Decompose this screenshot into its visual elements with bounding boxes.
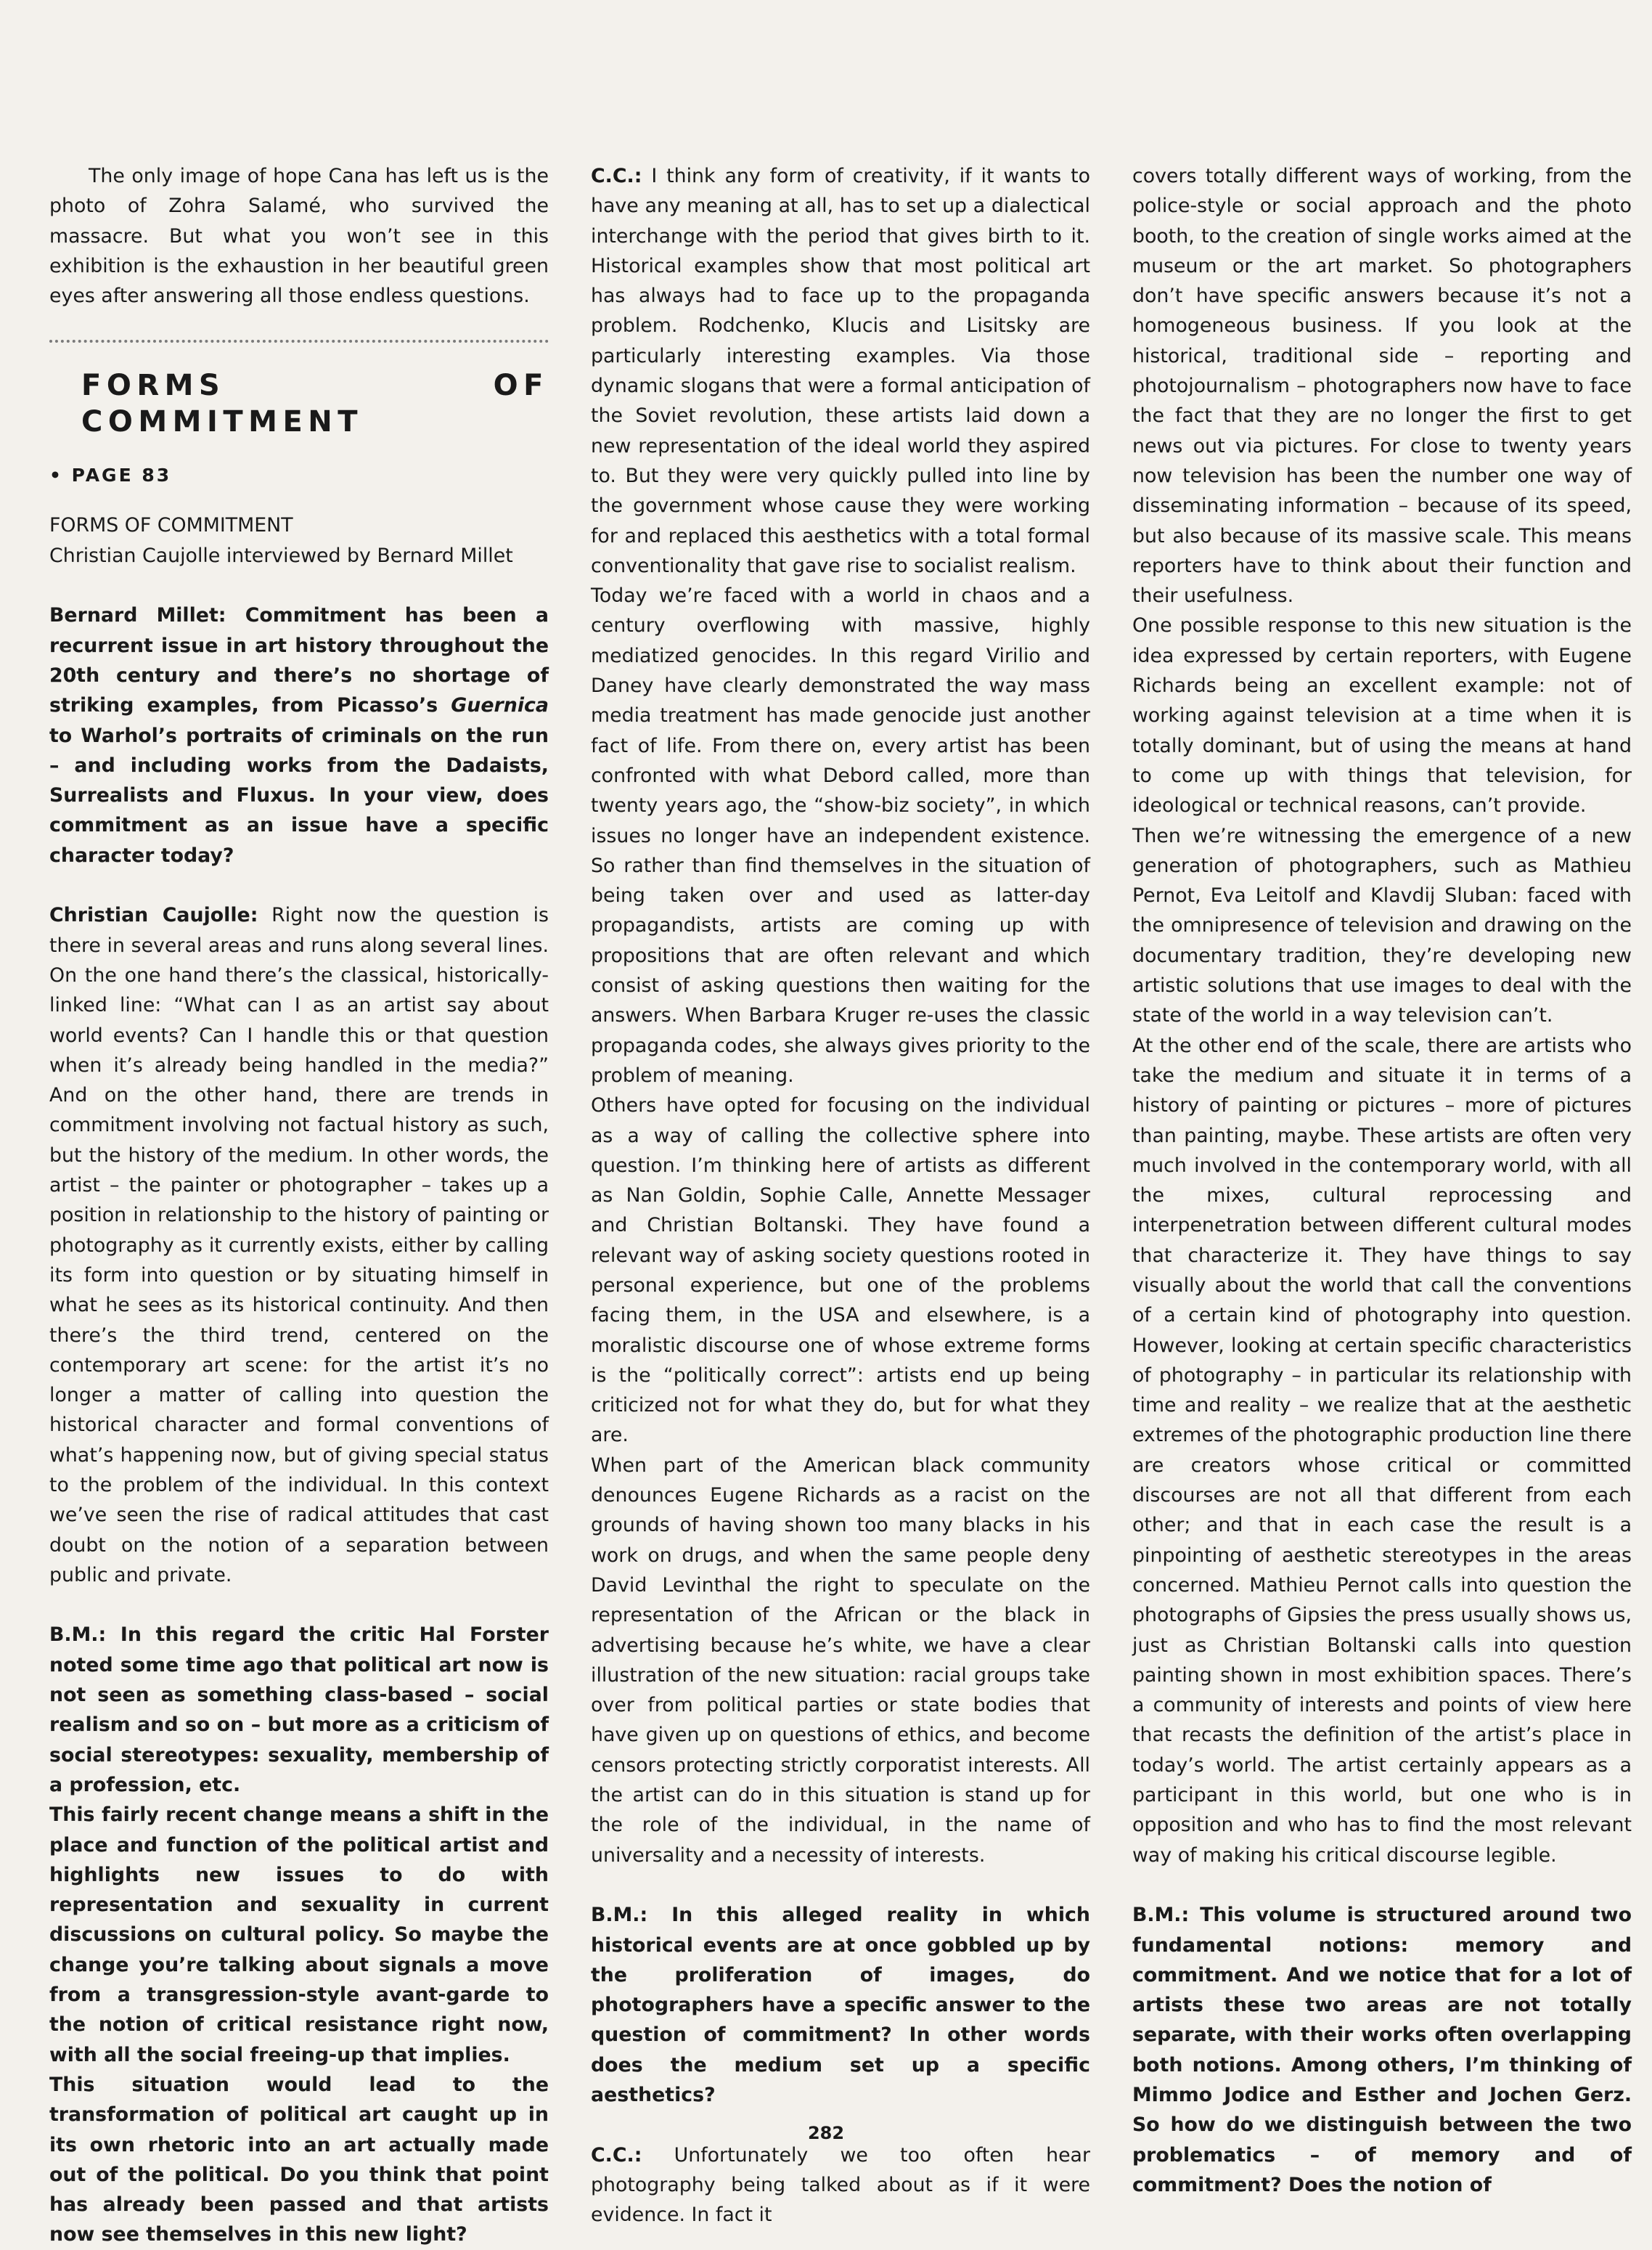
question-2-final: This situation would lead to the transformation of political art caught up in its own rhetoric into an art actually made out of the political. Do you think that point has already been passed and that artists now see themselves in this new light?	[49, 2073, 549, 2246]
page-number: 282	[807, 2123, 845, 2143]
answer-3	[591, 2140, 1090, 2230]
paragraph-photography: covers totally different ways of working, from the police-style or social approach and the photo booth, to the creation of single works aimed at the museum or the art market. So photographers don’t have specific answers because it’s not a homogeneous business. If you look at the historical, traditional side – reporting and photojournalism – photographers now have to face the fact that they are no longer the first to get news out via pictures. For close to twenty years now television has been the number one way of disseminating information – because of its speed, but also because of its massive scale. This means reporters have to think about their function and their usefulness.	[1132, 165, 1632, 608]
a1-text: Right now the question is there in several areas and runs along several lines. On the one hand there’s the classical, historically-linked line: “What can I as an artist say about world events? Can I handle this or that question when it’s already being handled in the media?” And on the other hand, there are trends in commitment involving not factual history as such, but the history of the medium. In other words, the artist – the painter or photographer – takes up a position in relationship to the history of painting or photography as it currently exists, either by calling its form into question or by situating himself in what he sees as its historical continuity. And then there’s the third trend, centered on the contemporary art scene: for the artist it’s no longer a matter of calling into question the historical character and formal conventions of what’s happening now, but of giving special status to the problem of the individual. In this context we’ve seen the rise of radical attitudes that cast doubt on the notion of a separation between public and private.	[49, 904, 549, 1586]
text-column-2	[591, 161, 1090, 2230]
question-4: B.M.: This volume is structured around two fundamental notions: memory and commitment. And we notice that for a lot of artists these two areas are not totally separate, with their works often overlapping both notions. Among others, I’m thinking of Mimmo Jodice and Esther and Jochen Gerz. So how do we distinguish between the two problematics – of memory and of commitment? Does the notion of	[1132, 1904, 1632, 2196]
a3-speaker: C.C.:	[591, 2143, 642, 2167]
dotted-divider	[49, 340, 549, 343]
paragraph-new-generation: Then we’re witnessing the emergence of a new generation of photographers, such as Mathieu Pernot, Eva Leitolf and Klavdij Sluban: faced with the omnipresence of television and drawing on the documentary tradition, they’re developing new artistic solutions that use images to deal with the state of the world in a way television can’t.	[1132, 824, 1632, 1027]
q1-text: Commitment has been a recurrent issue in art history throughout the 20th century and there’s no shortage of striking examples, from Picasso’s	[49, 604, 549, 717]
a1-speaker: Christian Caujolle:	[49, 904, 258, 927]
a2-text: I think any form of creativity, if it wants to have any meaning at all, has to set up a dialectical interchange with the period that gives birth to it. Historical examples show that most political art has always had to face up to the propaganda problem. Rodchenko, Klucis and Lisitsky are particularly interesting examples. Via those dynamic slogans that were a formal anticipation of the Soviet revolution, these artists laid down a new representation of the ideal world they aspired to. But they were very quickly pulled into line by the government whose cause they were working for and replaced this aesthetics with a total formal conventionality that gave rise to socialist realism.	[591, 165, 1090, 577]
paragraph-other-end: At the other end of the scale, there are artists who take the medium and situate it in terms of a history of painting or pictures – more of pictures than painting, maybe. These artists are often very much involved in the contemporary world, with all the mixes, cultural reprocessing and interpenetration between different cultural modes that characterize it. They have things to say visually about the world that call the conventions of a certain kind of photography into question. However, looking at certain specific characteristics of photography – in particular its relationship with time and reality – we realize that at the aesthetic extremes of the photographic production line there are creators whose critical or committed discourses are not all that different from each other; and that in each case the result is a pinpointing of aesthetic stereotypes in the areas concerned. Mathieu Pernot calls into question the photographs of Gipsies the press usually shows us, just as Christian Boltanski calls into question painting shown in most exhibition spaces. There’s a community of interests and points of view here that recasts the definition of the artist’s place in today’s world. The artist certainly appears as a participant in this world, but one who is in opposition and who has to find the most relevant way of making his critical discourse legible.	[1132, 1034, 1632, 1867]
paragraph-response: One possible response to this new situation is the idea expressed by certain reporters, with Eugene Richards being an excellent example: not of working against television at a time when it is totally dominant, but of using the means at hand to come up with things that television, for ideological or technical reasons, can’t provide.	[1132, 614, 1632, 818]
byline: Christian Caujolle interviewed by Bernard Millet	[49, 544, 513, 567]
paragraph-community: When part of the American black community denounces Eugene Richards as a racist on the grounds of having shown too many blacks in his work on drugs, and when the same people deny David Levinthal the right to speculate on the representation of the African or the black in advertising because he’s white, we have a clear illustration of the new situation: racial groups take over from political parties or state bodies that have given up on questions of ethics, and become censors protecting strictly corporatist interests. All the artist can do in this situation is stand up for the role of the individual, in the name of universality and a necessity of interests.	[591, 1454, 1090, 1867]
article-title: FORMS OF COMMITMENT	[49, 514, 293, 537]
paragraph-individual: Others have opted for focusing on the individual as a way of calling the collective sphere into question. I’m thinking here of artists as different as Nan Goldin, Sophie Calle, Annette Messager and Christian Boltanski. They have found a relevant way of asking society questions rooted in personal experience, but one of the problems facing them, in the USA and elsewhere, is a moralistic discourse one of whose extreme forms is the “politically correct”: artists end up being criticized not for what they do, but for what they are.	[591, 1094, 1090, 1447]
paragraph-genocides: Today we’re faced with a world in chaos and a century overflowing with massive, highly mediatized genocides. In this regard Virilio and Daney have clearly demonstrated the way mass media treatment has made genocide just another fact of life. From there on, every artist has been confronted with what Debord called, more than twenty years ago, the “show-biz society”, in which issues no longer have an independent existence. So rather than find themselves in the situation of being taken over and used as latter-day propagandists, artists are coming up with propositions that are often relevant and which consist of asking questions then waiting for the answers. When Barbara Kruger re-uses the classic propaganda codes, she always gives priority to the problem of meaning.	[591, 584, 1090, 1087]
q1-text-2: to Warhol’s portraits of criminals on the run – and including works from the Dadaists, Surrealists and Fluxus. In your view, does commitment as an issue have a specific character today?	[49, 724, 549, 867]
a3-text: Unfortunately we too often hear photography being talked about as if it were evidence. In fact it	[591, 2143, 1090, 2227]
page-reference: • PAGE 83	[49, 465, 172, 486]
text-column-1	[49, 161, 549, 2250]
q1-italic: Guernica	[451, 694, 549, 717]
section-title: FORMS OF COMMITMENT	[81, 369, 549, 439]
question-1	[49, 600, 549, 871]
intro-paragraph: The only image of hope Cana has left us is the photo of Zohra Salamé, who survived the massacre. But what you won’t see in this exhibition is the exhaustion in her beautiful green eyes after answering all those endless questions.	[49, 165, 549, 308]
question-2: B.M.: In this regard the critic Hal Forster noted some time ago that political art now is not seen as something class-based – social realism and so on – but more as a criticism of social stereotypes: sexuality, membership of a profession, etc.	[49, 1623, 549, 1796]
answer-1	[49, 900, 549, 1590]
q1-speaker: Bernard Millet:	[49, 604, 226, 627]
a2-speaker: C.C.:	[591, 165, 642, 187]
answer-2	[591, 161, 1090, 581]
question-3: B.M.: In this alleged reality in which historical events are at once gobbled up by the proliferation of images, do photographers have a specific answer to the question of commitment? In other words does the medium set up a specific aesthetics?	[591, 1904, 1090, 2106]
text-column-3	[1132, 161, 1632, 2200]
question-2-continued: This fairly recent change means a shift in the place and function of the political artist and highlights new issues to do with representation and sexuality in current discussions on cultural policy. So maybe the change you’re talking about signals a move from a transgression-style avant-garde to the notion of critical resistance right now, with all the social freeing-up that implies.	[49, 1803, 549, 2066]
